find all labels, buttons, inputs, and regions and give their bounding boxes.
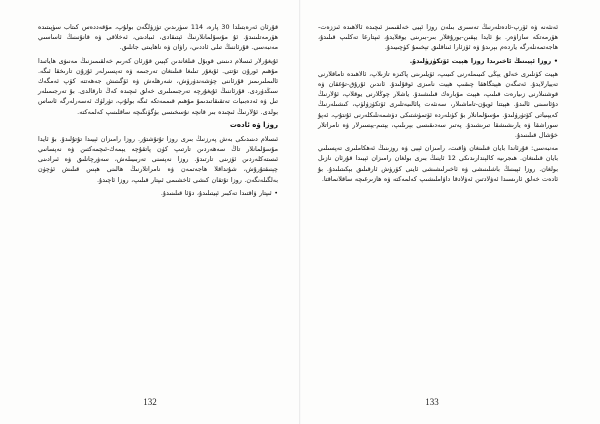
- left-page-number: 132: [143, 397, 157, 407]
- left-page: [38, 22, 278, 392]
- right-page: [318, 22, 558, 392]
- section-heading: روزا ۋە ئادەت: [229, 120, 278, 129]
- left-paragraph-2: ئۇيغۇرلار ئىسلام دىنىنى قوبۇل قىلغاندىن كېيىن قۇرئان كەرىم خەلقىمىزنىڭ مەنىۋى ھاياتىدا مۇھىم ئورۇن تۇتتى. ئۇيغۇر تىلىغا قىلىنغان تەرجىمە ۋە تەپسىرلەر ئۇزۇن تارىخقا ئىگە. ئالىملىرىمىز قۇرئاننى چۈشەندۈرۈش، شەرھلەش ۋە ئۆگىتىش جەھەتتە كۆپ ئەمگەك سىڭدۈردى. قۇرئاننىڭ ئۇيغۇرچە تەرجىمىلىرى خەلق ئىچىدە كەڭ تارقالدى. بۇ تەرجىمىلەر تىل ۋە ئەدەبىيات تەتقىقاتىدىمۇ مۇھىم قىممەتكە ئىگە بولۇپ، تۈرلۈك ئەسەرلەرگە ئاساس بولدى. ئۇلارنىڭ ئىچىدە بىر قانچە نۇسخىسى بۈگۈنگىچە ساقلىنىپ كەلمەكتە.: [38, 56, 278, 116]
- right-page-number: 133: [425, 397, 439, 407]
- right-bullet-item: • روزا ئېيىنىڭ ئاخىرىدا روزا ھېيت ئۆتكۈزۈلىدۇ.: [409, 56, 558, 65]
- left-paragraph-3: ئىسلام دىنىدىكى بەش پەرزنىڭ بىرى روزا تۇتۇشتۇر. روزا رامىزان ئېيىدا تۇتۇلىدۇ. بۇ ئايدا مۇسۇلمانلار تاڭ سەھەردىن تارتىپ كۈن پاتقۇچە يېمەك-ئىچمەكتىن ۋە نەپسانىي ئىستەكلەردىن ئۆزىنى تارتىدۇ. روزا نەپسنى تەربىيىلەش، سەۋرچانلىق ۋە ئىرادىنى چېنىقتۇرۇش، شۇنداقلا ھاجەتمەن ۋە نامراتلارنىڭ ھالىنى ھېس قىلىش ئۈچۈن بەلگىلەنگەن. روزا تۇتقان كىشى ئاخشىمى ئىپتار قىلىپ، روزا ئاچىدۇ.: [38, 134, 278, 184]
- left-paragraph-1: قۇرئان ئەرەبتىلدا 30 پارە، 114 سۈرىدىن تۈزۈلگەن بولۇپ، مۇقەددەس كىتاب سۈپىتىدە ھۆرمەتلىنىدۇ. ئۇ مۇسۇلمانلارنىڭ ئېتىقادى، ئىبادىتى، ئەخلاقى ۋە قانۇنىنىڭ ئاساسىي مەنبەسى. قۇرئاننىڭ تىلى ئاددىي، راۋان ۋە ناھايىتى جانلىق.: [38, 23, 278, 52]
- right-paragraph-1: ئەنئەنە ۋە ئۆرپ-ئادەتلەرنىڭ تەسىرى بىلەن روزا ئېيى خەلقىمىز ئىچىدە ئالاھىدە ئىززەت-ھۆرمەتكە سازاۋەر. بۇ ئايدا يېقىن-يورۇقلار بىر-بىرىنى يوقلايدۇ، ئىپتارغا تەكلىپ قىلىدۇ، ھاجەتمەنلەرگە ياردەم بېرىدۇ ۋە ئۆزئارا ئىناقلىق تېخىمۇ كۈچىيىدۇ.: [318, 23, 558, 52]
- book-gutter: [299, 0, 301, 424]
- right-paragraph-2: ھېيت كۈنلىرى خەلق يېڭى كىيىملەرنى كىيىپ، ئۆيلىرىنى پاكىزە تازىلاپ، ئالاھىدە تاماقلارنى تەييارلايدۇ. ئەتىگەن ھېيتگاھقا چىقىپ ھېيت نامىزى ئوقۇلىدۇ. ئاندىن ئۇرۇق-تۇغقان ۋە قوشنىلارنى زىيارەت قىلىپ، ھېيت مۇبارەك قىلىشىدۇ. ياشلار چوڭلارنى يوقلاپ، ئۇلارنىڭ دۇئاسىنى ئالىدۇ. ھېيتتا ئويۇن-تاماشىلار، سەنئەت پائالىيەتلىرى ئۆتكۈزۈلۈپ، كىشىلەرنىڭ كەيپىياتى كۆتۈرۈلىدۇ. مۇسۇلمانلار بۇ كۈنلەردە ئۆتمۈشتىكى دۈشمەنلىكلەرنى ئۇنتۇپ، ئەپۇ سوراشقا ۋە يارىشىشقا تىرىشىدۇ. پەتىر سەدىقىسى بېرىلىپ، يېتىم-يېسىرلار ۋە نامراتلار خۇشال قىلىنىدۇ.: [318, 69, 558, 140]
- left-bullet-item: • ئىپتار ۋاقتىدا تەكبىر ئېيتىلىدۇ، دۇئا قىلىنىدۇ.: [160, 188, 278, 197]
- right-paragraph-3: مەنبەسى: قۇرئاندا بايان قىلىنغان ۋاقىت، رامىزان ئېيى ۋە روزىنىڭ ئەھكاملىرى تەپسىلىي بايان قىلىنغان. ھىجرىيە كالېندارىدىكى 12 ئاينىڭ بىرى بولغان رامىزان ئېيىدا قۇرئان نازىل بولغان. روزا ئېيىنىڭ باشلىنىشى ۋە ئاخىرلىشىشى ئاينى كۆرۈش ئارقىلىق بېكىتىلىدۇ. بۇ ئادەت خەلق ئارىسىدا ئەۋلادتىن ئەۋلادقا داۋاملىشىپ كەلمەكتە ۋە ھازىرغىچە ساقلانماقتا.: [318, 144, 558, 183]
